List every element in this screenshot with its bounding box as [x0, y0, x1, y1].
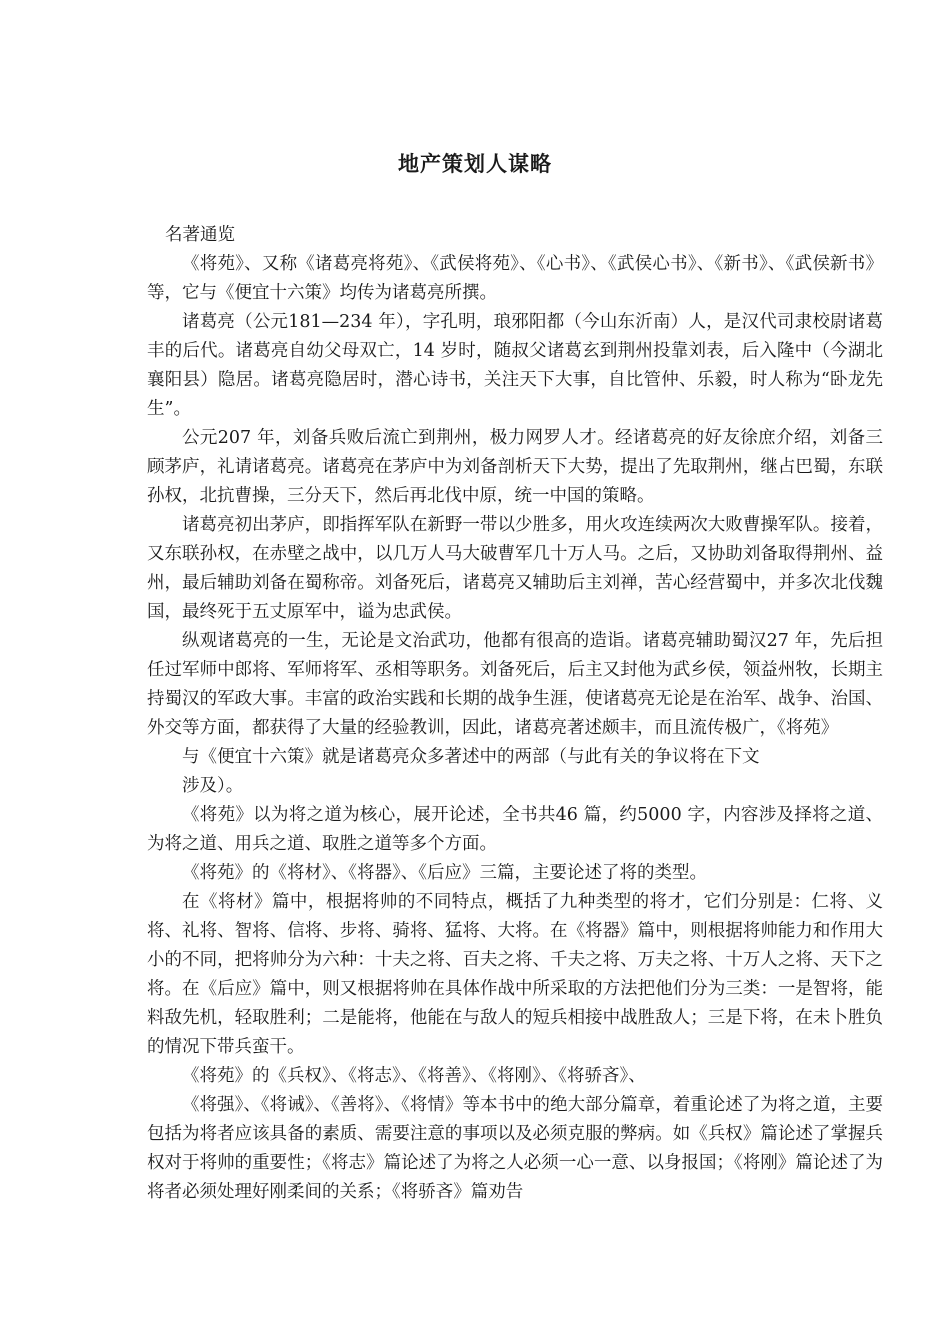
paragraph: 《将苑》以为将之道为核心，展开论述，全书共46 篇，约5000 字，内容涉及择将之道、为将之道、用兵之道、取胜之道等多个方面。 [147, 805, 883, 854]
paragraph: 《将强》、《将诫》、《善将》、《将情》等本书中的绝大部分篇章，着重论述了为将之道，主要包括为将者应该具备的素质、需要注意的事项以及必须克服的弊病。如《兵权》篇论述了掌握兵权对于将帅的重要性；《将志》篇论述了为将之人必须一心一意、以身报国；《将刚》篇论述了为将者必须处理好刚柔间的关系；《将骄吝》篇劝告 [147, 1095, 883, 1202]
page-title: 地产策划人谋略 [398, 151, 552, 177]
paragraph: 《将苑》的《兵权》、《将志》、《将善》、《将刚》、《将骄吝》、 [182, 1066, 646, 1086]
paragraph: 公元207 年，刘备兵败后流亡到荆州，极力网罗人才。经诸葛亮的好友徐庶介绍，刘备三顾茅庐，礼请诸葛亮。诸葛亮在茅庐中为刘备剖析天下大势，提出了先取荆州，继占巴蜀，东联孙权，北抗曹操，三分天下，然后再北伐中原，统一中国的策略。 [147, 428, 883, 506]
paragraph: 涉及）。 [182, 776, 244, 796]
paragraph: 纵观诸葛亮的一生，无论是文治武功，他都有很高的造诣。诸葛亮辅助蜀汉27 年，先后担任过军师中郎将、军师将军、丞相等职务。刘备死后，后主又封他为武乡侯，领益州牧，长期主持蜀汉的军政大事。丰富的政治实践和长期的战争生涯，使诸葛亮无论是在治军、战争、治国、外交等方面，都获得了大量的经验教训，因此，诸葛亮著述颇丰，而且流传极广，《将苑》 [147, 631, 883, 738]
paragraph: 《将苑》的《将材》、《将器》、《后应》三篇，主要论述了将的类型。 [182, 863, 707, 883]
section-heading: 名著通览 [165, 225, 235, 245]
paragraph: 与《便宜十六策》就是诸葛亮众多著述中的两部（与此有关的争议将在下文 [182, 747, 760, 767]
paragraph: 《将苑》、又称《诸葛亮将苑》、《武侯将苑》、《心书》、《武侯心书》、《新书》、《武侯新书》等，它与《便宜十六策》均传为诸葛亮所撰。 [147, 254, 883, 303]
document-body [147, 221, 883, 1207]
paragraph: 诸葛亮（公元181—234 年），字孔明，琅邪阳都（今山东沂南）人，是汉代司隶校尉诸葛丰的后代。诸葛亮自幼父母双亡，14 岁时，随叔父诸葛玄到荆州投靠刘表，后入隆中（今湖北襄阳县）隐居。诸葛亮隐居时，潜心诗书，关注天下大事，自比管仲、乐毅，时人称为“卧龙先生”。 [147, 312, 883, 419]
paragraph: 诸葛亮初出茅庐，即指挥军队在新野一带以少胜多，用火攻连续两次大败曹操军队。接着，又东联孙权，在赤壁之战中，以几万人马大破曹军几十万人马。之后，又协助刘备取得荆州、益州，最后辅助刘备在蜀称帝。刘备死后，诸葛亮又辅助后主刘禅，苦心经营蜀中，并多次北伐魏国，最终死于五丈原军中，谥为忠武侯。 [147, 515, 883, 622]
paragraph: 在《将材》篇中，根据将帅的不同特点，概括了九种类型的将才，它们分别是：仁将、义将、礼将、智将、信将、步将、骑将、猛将、大将。在《将器》篇中，则根据将帅能力和作用大小的不同，把将帅分为六种：十夫之将、百夫之将、千夫之将、万夫之将、十万人之将、天下之将。在《后应》篇中，则又根据将帅在具体作战中所采取的方法把他们分为三类：一是智将，能料敌先机，轻取胜利；二是能将，他能在与敌人的短兵相接中战胜敌人；三是下将，在未卜胜负的情况下带兵蛮干。 [147, 892, 883, 1057]
